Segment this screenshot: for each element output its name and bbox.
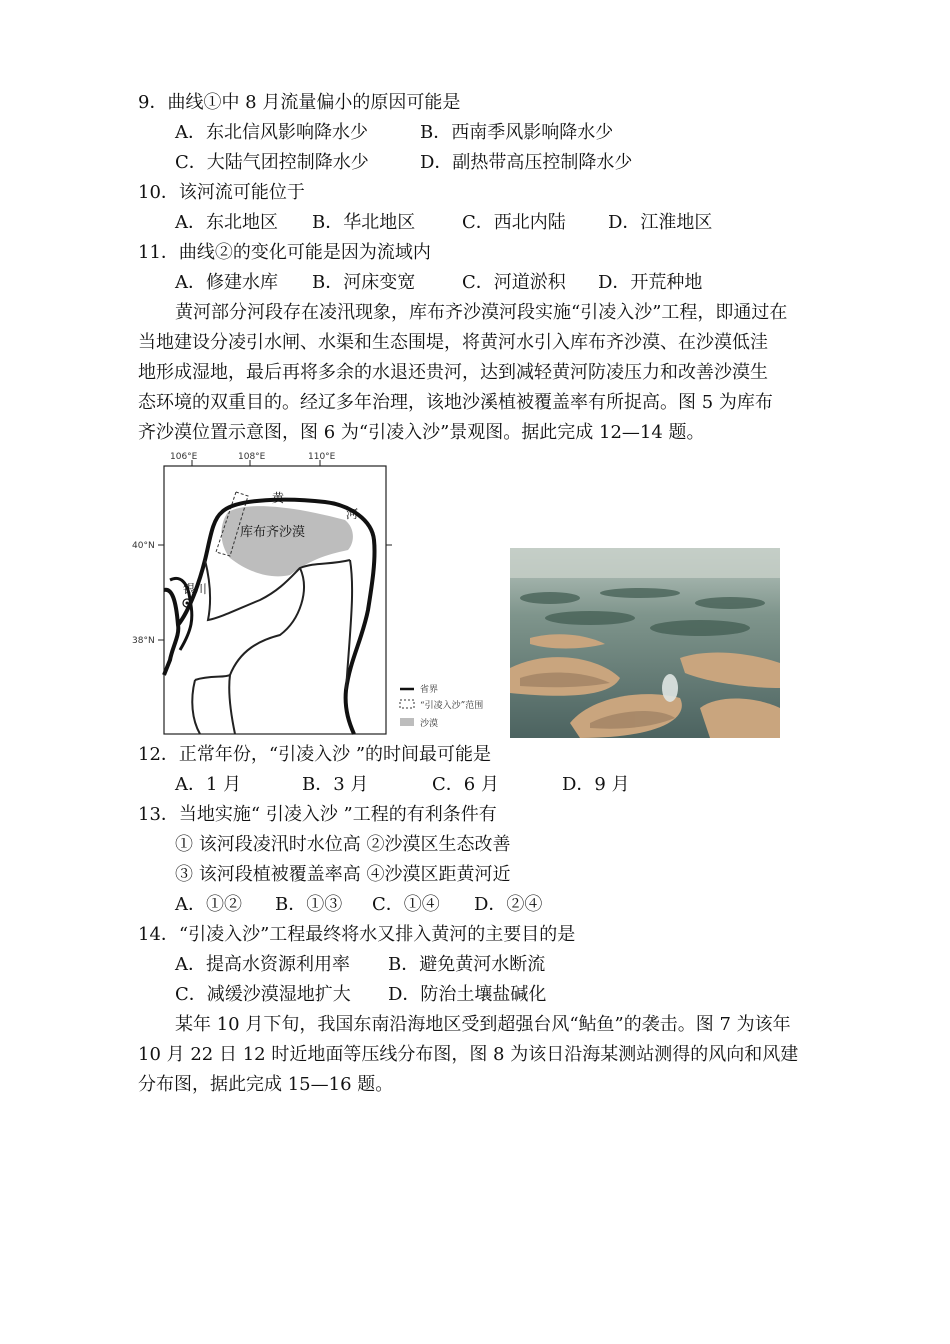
q11-option-b: B．河床变宽	[312, 272, 416, 293]
q9-stem: 9．曲线①中 8 月流量偏小的原因可能是	[138, 92, 461, 113]
q12-option-c: C．6 月	[432, 774, 499, 795]
q11-stem: 11．曲线②的变化可能是因为流域内	[138, 242, 431, 263]
passage2-line-2: 10 月 22 日 12 时近地面等压线分布图，图 8 为该日沿海某测站测得的风向和风建	[138, 1044, 799, 1065]
q13-statement-2: ③ 该河段植被覆盖率高 ④沙漠区距黄河近	[175, 864, 511, 885]
q12-stem: 12．正常年份，“引凌入沙 ”的时间最可能是	[138, 744, 492, 765]
q10-option-b: B．华北地区	[312, 212, 416, 233]
q12-option-d: D．9 月	[562, 774, 630, 795]
passage2-line-1: 某年 10 月下旬，我国东南沿海地区受到超强台风“鲇鱼”的袭击。图 7 为该年	[175, 1014, 791, 1035]
q9-option-d: D．副热带高压控制降水少	[420, 152, 633, 173]
q11-option-c: C．河道淤积	[462, 272, 566, 293]
q13-option-a: A．①②	[175, 894, 242, 915]
passage2-line-3: 分布图，据此完成 15—16 题。	[138, 1074, 394, 1095]
kubuqi-location-map	[132, 450, 535, 740]
q14-option-d: D．防治土壤盐碱化	[388, 984, 547, 1005]
lat-label-38: 38°N	[132, 636, 155, 646]
passage1-line-4: 态环境的双重目的。经辽多年治理，该地沙溪植被覆盖率有所捉高。图 5 为库布	[138, 392, 773, 413]
q14-option-a: A．提高水资源利用率	[175, 954, 350, 975]
passage1-line-1: 黄河部分河段存在凌汛现象，库布齐沙漠河段实施“引凌入沙”工程，即通过在	[175, 302, 788, 323]
q12-option-b: B．3 月	[302, 774, 369, 795]
q14-option-c: C．减缓沙漠湿地扩大	[175, 984, 351, 1005]
q13-stem: 13．当地实施“ 引凌入沙 ”工程的有利条件有	[138, 804, 497, 825]
desert-label: 库布齐沙漠	[240, 525, 306, 540]
q14-stem: 14．“引凌入沙”工程最终将水又排入黄河的主要目的是	[138, 924, 576, 945]
q11-option-a: A．修建水库	[175, 272, 278, 293]
desert-area	[221, 506, 352, 576]
q10-option-a: A．东北地区	[175, 212, 278, 233]
lon-label-110: 110°E	[308, 452, 336, 462]
q11-option-d: D．开荒种地	[598, 272, 703, 293]
q12-option-a: A．1 月	[175, 774, 242, 795]
passage1-line-3: 地形成湿地，最后再将多余的水退还贵河，达到减轻黄河防凌压力和改善沙漠生	[138, 362, 768, 383]
lon-label-108: 108°E	[238, 452, 266, 462]
legend-boundary: 省界	[420, 685, 439, 695]
q13-option-b: B．①③	[275, 894, 343, 915]
river-label-he: 河	[346, 507, 359, 521]
landscape-photo	[510, 548, 780, 738]
q13-statement-1: ① 该河段凌汛时水位高 ②沙漠区生态改善	[175, 834, 511, 855]
q9-option-b: B．西南季风影响降水少	[420, 122, 614, 143]
q13-option-d: D．②④	[474, 894, 543, 915]
q10-option-d: D．江淮地区	[608, 212, 713, 233]
lat-label-40: 40°N	[132, 541, 155, 551]
legend-desert: 沙漠	[420, 719, 439, 729]
q10-option-c: C．西北内陆	[462, 212, 566, 233]
legend-project: “引凌入沙”范围	[420, 701, 484, 711]
passage1-line-2: 当地建设分凌引水闸、水渠和生态围堤，将黄河水引入库布齐沙漠、在沙漠低洼	[138, 332, 768, 353]
lon-label-106: 106°E	[170, 452, 198, 462]
river-label-huang: 黄	[272, 491, 285, 505]
q14-option-b: B．避免黄河水断流	[388, 954, 546, 975]
q13-option-c: C．①④	[372, 894, 440, 915]
city-label-yinchuan: 银川	[183, 582, 208, 596]
q10-stem: 10．该河流可能位于	[138, 182, 305, 203]
q9-option-a: A．东北信风影响降水少	[175, 122, 368, 143]
q9-option-c: C．大陆气团控制降水少	[175, 152, 369, 173]
passage1-line-5: 齐沙漠位置示意图，图 6 为“引凌入沙”景观图。据此完成 12—14 题。	[138, 422, 705, 443]
